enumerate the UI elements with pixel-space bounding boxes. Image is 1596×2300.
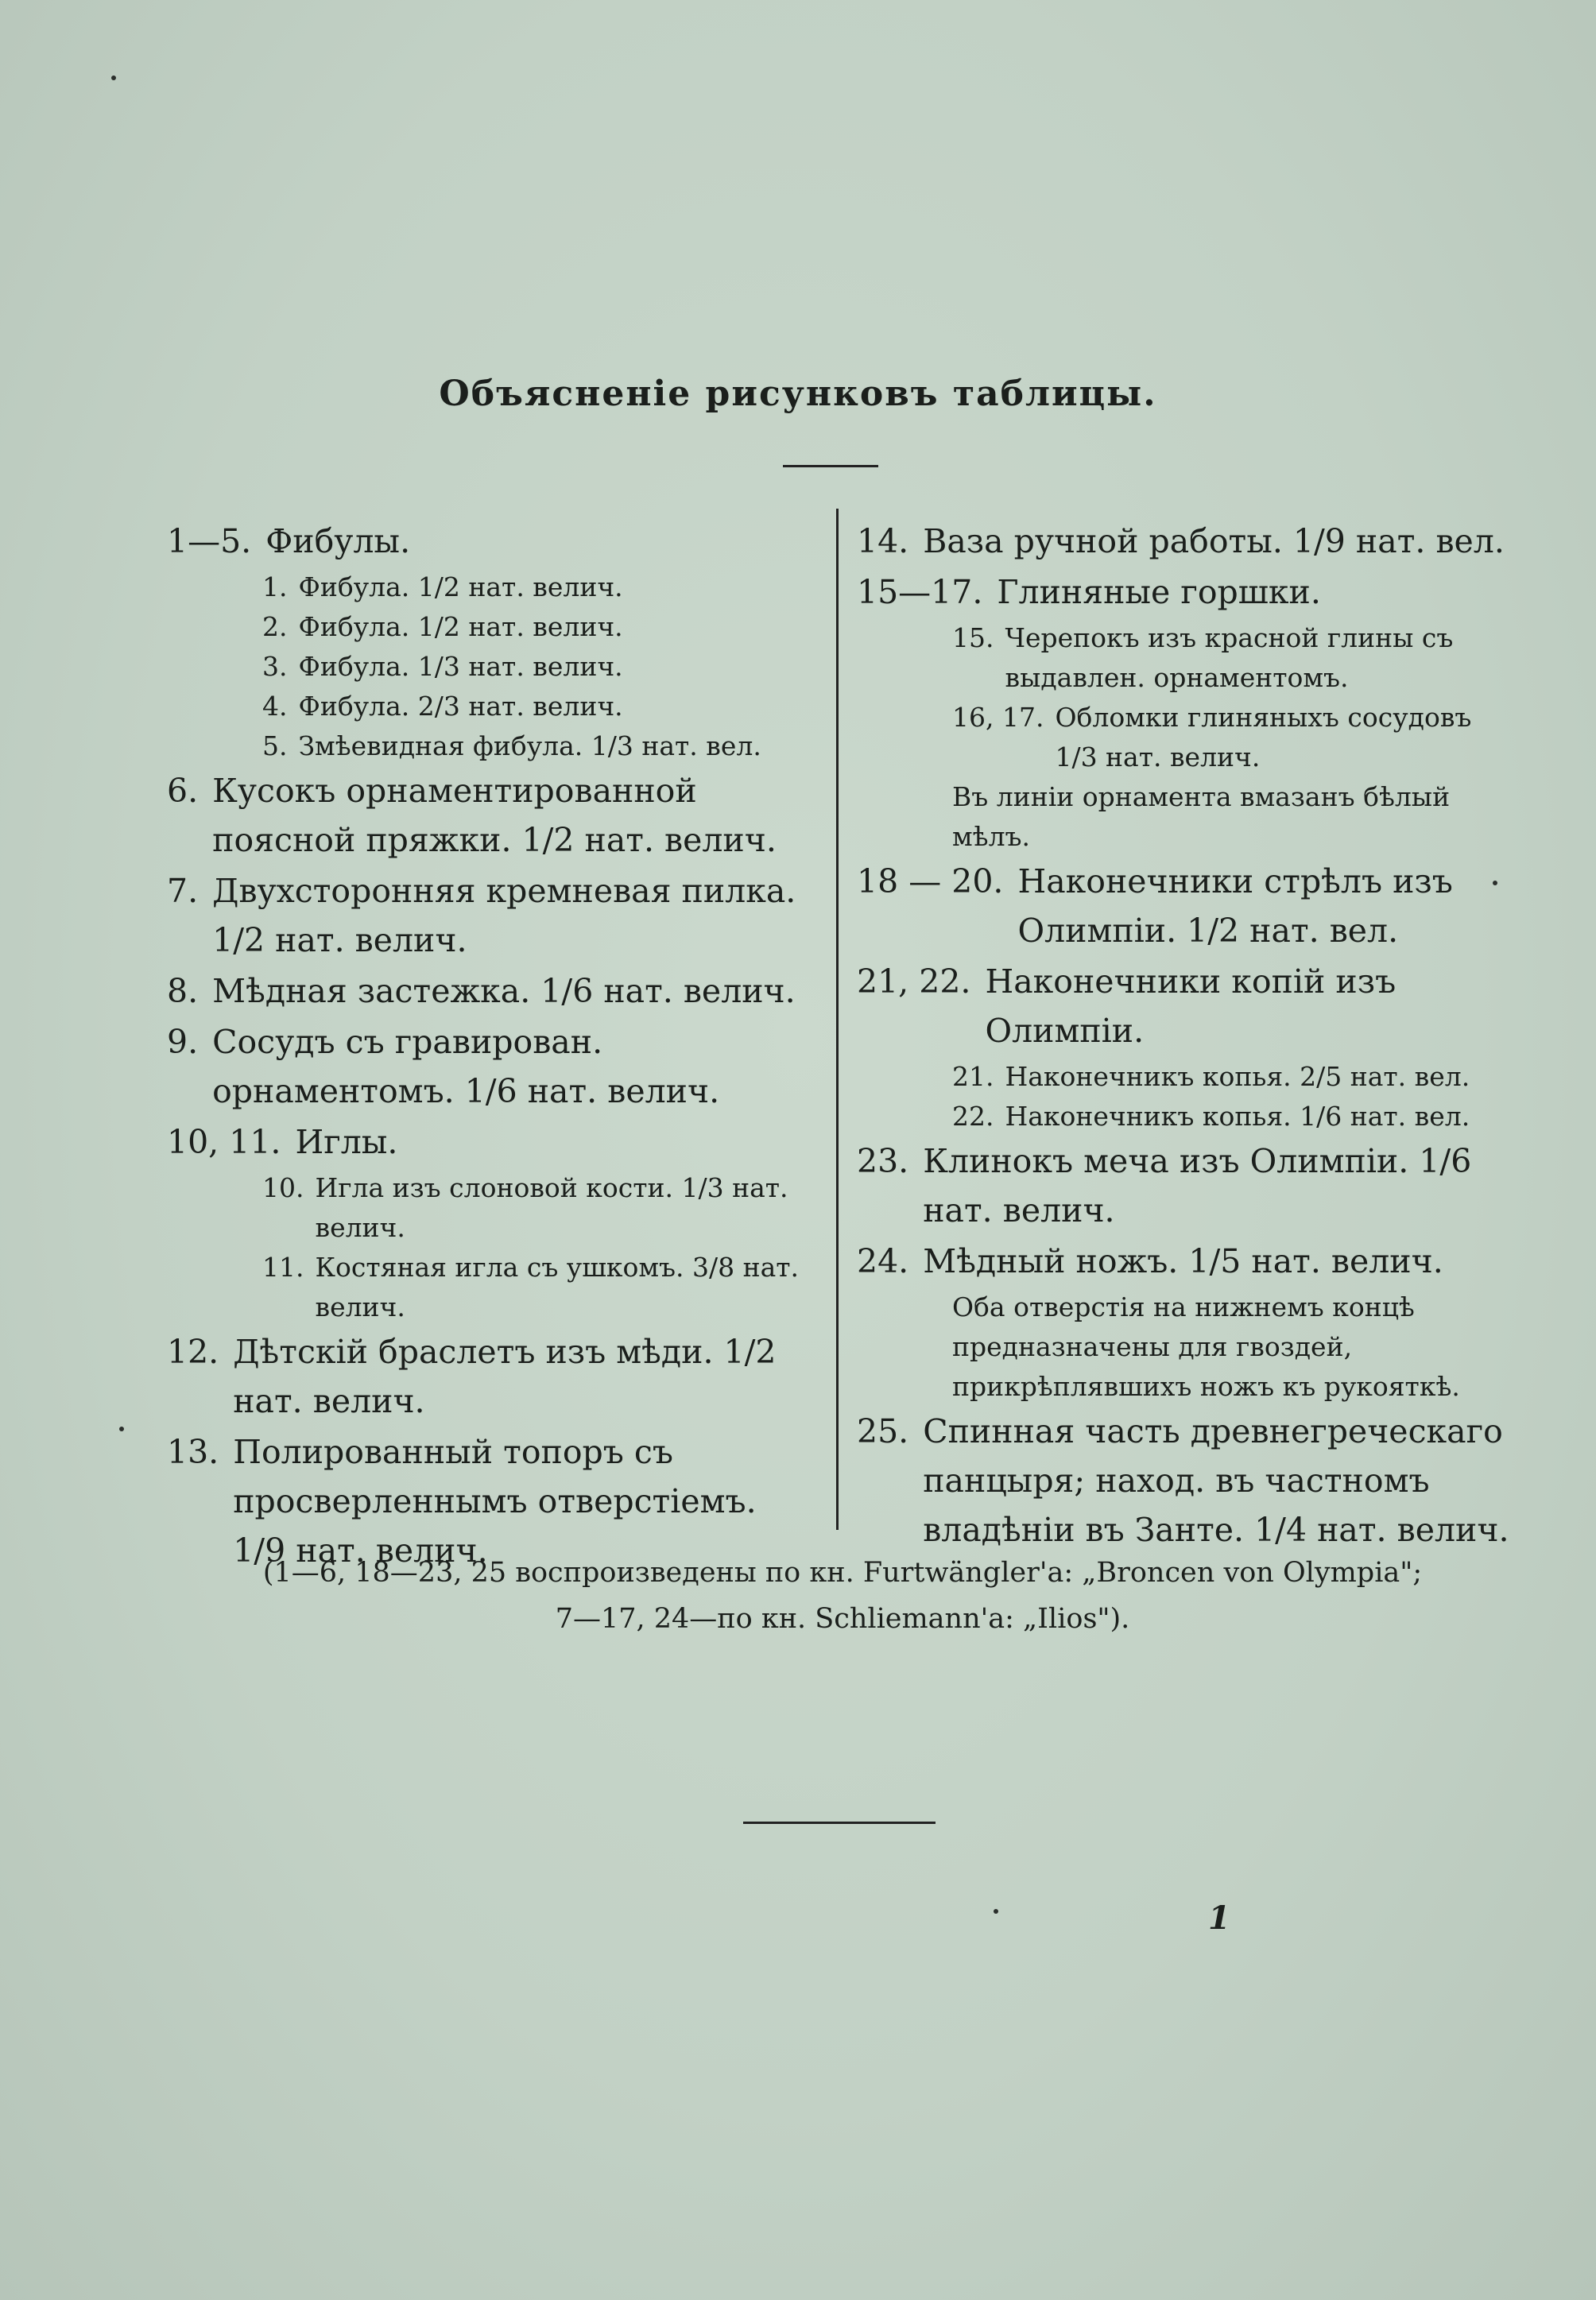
sub-entry-number: 11. — [262, 1252, 304, 1283]
entry-number: 8. — [167, 972, 199, 1010]
bottom-rule — [743, 1822, 936, 1824]
entry-heading — [857, 857, 1517, 955]
entry-text: Полированный топоръ съ просверленнымъ отверстіемъ. 1/9 нат. велич. — [233, 1433, 757, 1570]
sub-entry-number: 3. — [262, 651, 288, 682]
entry-number: 13. — [167, 1433, 219, 1471]
entry-number: 24. — [857, 1242, 909, 1280]
entry-7 — [857, 1407, 1517, 1555]
paper-speck — [994, 1909, 998, 1914]
sources-footnote — [159, 1550, 1526, 1642]
entry-number: 25. — [857, 1412, 909, 1450]
column-divider — [836, 509, 839, 1530]
sub-entry — [262, 607, 819, 647]
entry-5 — [167, 1017, 819, 1116]
entry-2 — [857, 567, 1517, 857]
entry-text: Мѣдная застежка. 1/6 нат. велич. — [212, 972, 796, 1010]
title-underline — [783, 465, 878, 467]
sub-entry-number: 4. — [262, 691, 288, 722]
entry-heading — [857, 1136, 1517, 1235]
entry-heading — [167, 1327, 819, 1426]
entry-heading — [167, 866, 819, 965]
entry-1 — [857, 517, 1517, 566]
entry-heading — [857, 957, 1517, 1055]
sub-entry — [952, 1057, 1517, 1097]
sub-entry-number: 10. — [262, 1172, 304, 1203]
sub-entry — [262, 687, 819, 726]
entry-text: Наконечники стрѣлъ изъ Олимпіи. 1/2 нат. вел. — [1017, 862, 1453, 950]
entry-text: Наконечники копій изъ Олимпіи. — [985, 962, 1396, 1050]
entry-text: Кусокъ орнаментированной поясной пряжки. 1/2 нат. велич. — [212, 772, 777, 859]
sub-entry-text: Фибула. 1/2 нат. велич. — [298, 611, 623, 642]
sub-entry — [952, 1097, 1517, 1136]
sub-entry-text: Фибула. 1/2 нат. велич. — [298, 571, 623, 602]
entry-text: Дѣтскій браслетъ изъ мѣди. 1/2 нат. велич. — [233, 1333, 777, 1420]
sub-entry-number: 22. — [952, 1101, 994, 1132]
entry-heading — [167, 966, 819, 1016]
sub-entry-text: Фибула. 1/3 нат. велич. — [298, 651, 623, 682]
entry-heading — [857, 1407, 1517, 1555]
entry-number: 18 — 20. — [857, 862, 1004, 900]
entry-1 — [167, 517, 819, 766]
sub-entry — [262, 1248, 819, 1327]
sub-entry — [952, 698, 1517, 777]
entry-number: 15—17. — [857, 573, 983, 611]
footnote-line-1: (1—6, 18—23, 25 воспроизведены по кн. Furtwängler'a: „Broncen von Olympia"; — [262, 1557, 1423, 1589]
sub-entry-text: Игла изъ слоновой кости. 1/3 нат. велич. — [315, 1172, 788, 1243]
sub-entry-text: Костяная игла съ ушкомъ. 3/8 нат. велич. — [315, 1252, 800, 1322]
entry-3 — [857, 857, 1517, 955]
entry-text: Двухсторонняя кремневая пилка. 1/2 нат. велич. — [212, 872, 796, 959]
sub-entry — [262, 647, 819, 687]
sub-entry-text: Наконечникъ копья. 1/6 нат. вел. — [1005, 1101, 1470, 1132]
entry-heading — [167, 517, 819, 566]
entry-number: 10, 11. — [167, 1123, 281, 1161]
entry-heading — [857, 567, 1517, 617]
paper-speck — [1493, 881, 1497, 885]
entry-heading — [857, 1237, 1517, 1286]
sub-entry-number: 15. — [952, 622, 994, 653]
entry-note: Оба отверстія на нижнемъ концѣ предназначены для гвоздей, прикрѣплявшихъ ножъ къ рукояткѣ. — [952, 1291, 1460, 1402]
paper-speck — [111, 76, 116, 80]
entry-6 — [167, 1117, 819, 1327]
sub-entry-text: Обломки глиняныхъ сосудовъ 1/3 нат. велич. — [1055, 702, 1472, 772]
entry-text: Мѣдный ножъ. 1/5 нат. велич. — [923, 1242, 1443, 1280]
entry-number: 21, 22. — [857, 962, 971, 1001]
entry-number: 14. — [857, 522, 909, 560]
sub-entry — [262, 726, 819, 766]
entry-7 — [167, 1327, 819, 1426]
entry-text: Сосудъ съ гравирован. орнаментомъ. 1/6 нат. велич. — [212, 1023, 720, 1110]
entry-heading — [167, 1017, 819, 1116]
entry-note: Въ линіи орнамента вмазанъ бѣлый мѣлъ. — [952, 781, 1451, 852]
entry-2 — [167, 766, 819, 865]
entry-6 — [857, 1237, 1517, 1407]
page-mark: 1 — [1208, 1899, 1230, 1937]
sub-entry — [262, 567, 819, 607]
entry-4 — [857, 957, 1517, 1136]
sub-entry-text: Змѣевидная фибула. 1/3 нат. вел. — [298, 730, 761, 761]
sub-entry-number: 21. — [952, 1061, 994, 1092]
sub-entry-text: Наконечникъ копья. 2/5 нат. вел. — [1005, 1061, 1470, 1092]
entry-text: Ваза ручной работы. 1/9 нат. вел. — [923, 522, 1505, 560]
sub-entry — [262, 1168, 819, 1248]
page-title: Объясненіе рисунковъ таблицы. — [439, 374, 1157, 414]
left-column — [167, 517, 819, 1577]
entry-text: Клинокъ меча изъ Олимпіи. 1/6 нат. велич. — [923, 1142, 1472, 1229]
sub-entry-number: 16, 17. — [952, 702, 1044, 733]
paper-speck — [119, 1427, 124, 1431]
sub-entry-text: Черепокъ изъ красной глины съ выдавлен. орнаментомъ. — [1005, 622, 1454, 693]
sub-entry — [952, 618, 1517, 698]
entry-5 — [857, 1136, 1517, 1235]
entry-4 — [167, 966, 819, 1016]
entry-heading — [167, 766, 819, 865]
sub-entry-number: 2. — [262, 611, 288, 642]
entry-number: 6. — [167, 772, 199, 810]
entry-heading — [167, 1117, 819, 1167]
entry-number: 7. — [167, 872, 199, 910]
sub-entry-number: 1. — [262, 571, 288, 602]
entry-3 — [167, 866, 819, 965]
footnote-line-2: 7—17, 24—по кн. Schliemann'a: „Ilios"). — [555, 1603, 1130, 1635]
entry-number: 1—5. — [167, 522, 252, 560]
sub-entry-number: 5. — [262, 730, 288, 761]
entry-text: Иглы. — [295, 1123, 398, 1161]
sub-entry-text: Фибула. 2/3 нат. велич. — [298, 691, 623, 722]
entry-text: Спинная часть древнегреческаго панцыря; наход. въ частномъ владѣніи въ Занте. 1/4 нат. велич. — [923, 1412, 1509, 1549]
entry-number: 12. — [167, 1333, 219, 1371]
entry-heading — [857, 517, 1517, 566]
entry-number: 9. — [167, 1023, 199, 1061]
right-column — [857, 517, 1517, 1556]
entry-text: Глиняные горшки. — [997, 573, 1321, 611]
entry-number: 23. — [857, 1142, 909, 1180]
entry-text: Фибулы. — [265, 522, 411, 560]
